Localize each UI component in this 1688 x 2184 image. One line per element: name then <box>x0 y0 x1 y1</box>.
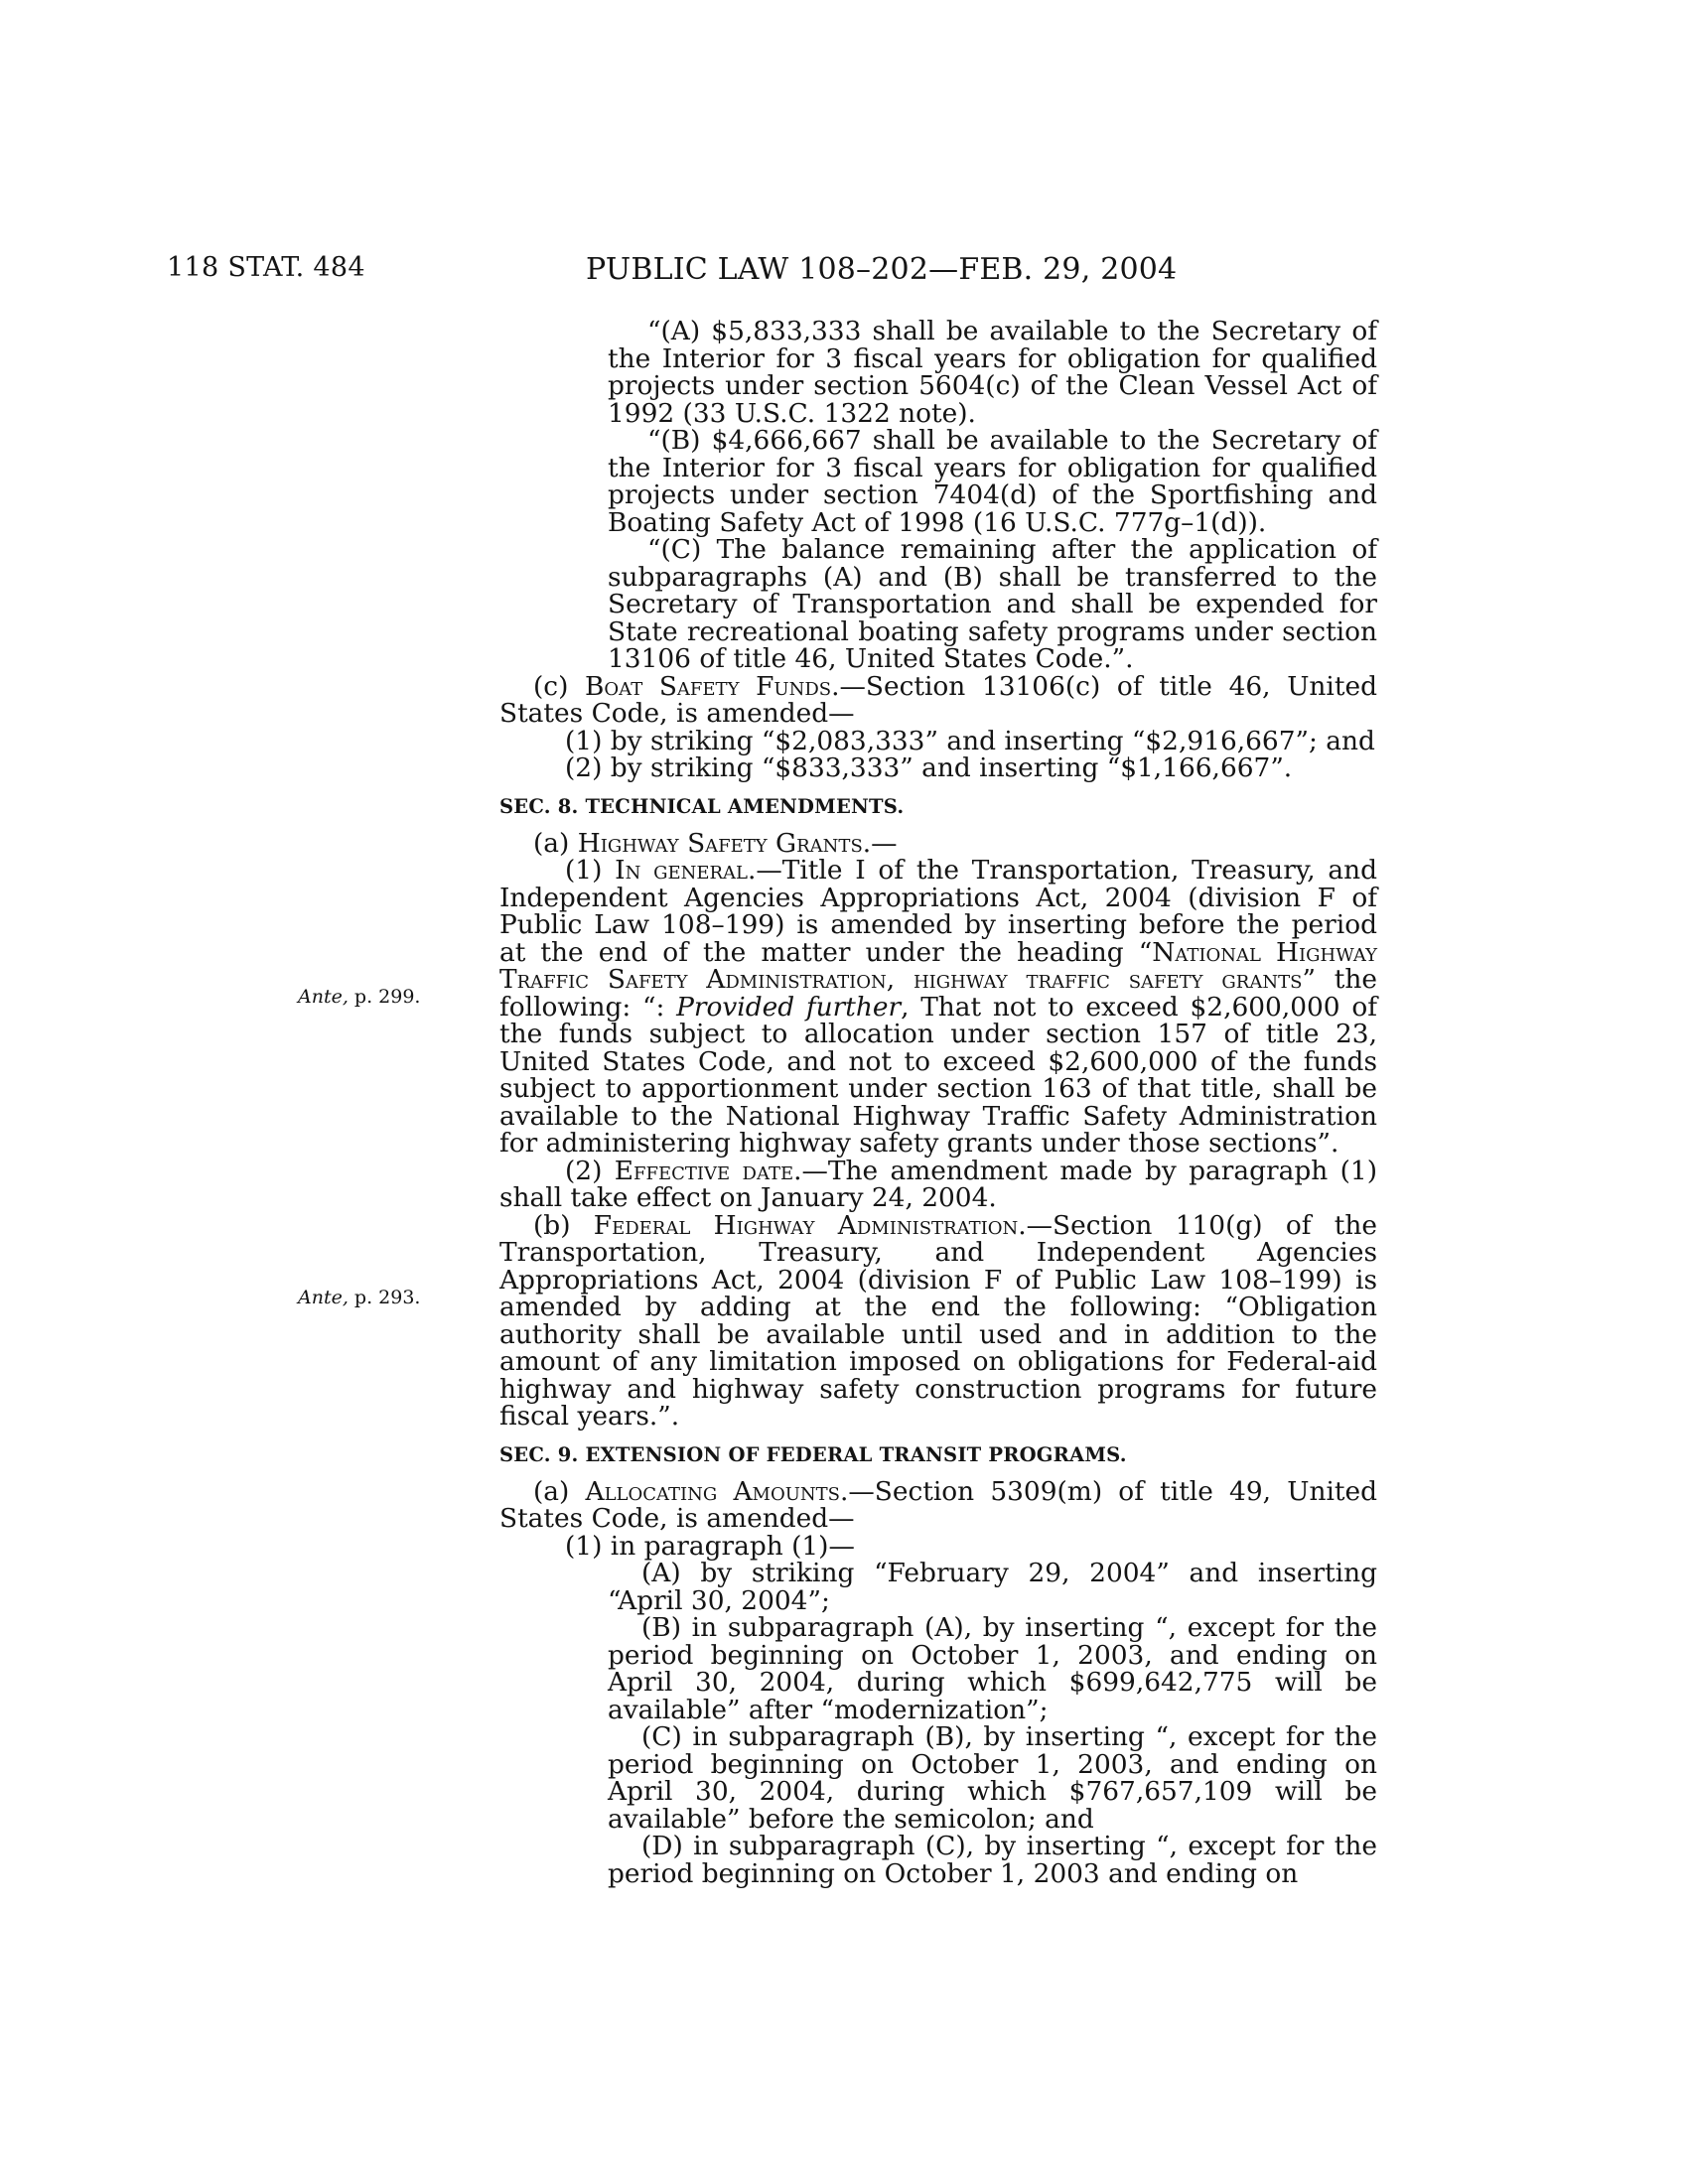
paragraph-heading: In general. <box>615 855 757 886</box>
margin-note-page: p. 299. <box>348 986 421 1008</box>
subparagraph-c: (C) in subparagraph (B), by inserting “, except for the period beginning on October 1, 2003, and ending on April 30, 2004, during which $767,657,109 will be available” before the semicolon; and <box>608 1721 1377 1835</box>
paragraph-a1-in-general <box>499 857 1377 1158</box>
margin-note-ante-299 <box>298 986 420 1008</box>
paragraph-c1: (1) by striking “$2,083,333” and inserting “$2,916,667”; and <box>565 725 1375 756</box>
subsection-heading: Allocating Amounts. <box>585 1475 849 1507</box>
quoted-subparagraph-b: “(B) $4,666,667 shall be available to the Secretary of the Interior for 3 fiscal years for obligation for qualified projects under section 7404(d) of the Sportfishing and Boating Safety Act of 1998 (16 U.S.C. 777g–1(d)). <box>608 425 1377 538</box>
paragraph-a2-effective-date <box>499 1155 1377 1213</box>
statute-page-reference: 118 STAT. 484 <box>167 252 365 283</box>
paragraph-prefix: (2) <box>565 1155 615 1186</box>
subsection-text: —Section 5309(m) of title 49, United States Code, is amended— <box>499 1475 1377 1534</box>
subsection-prefix: (a) <box>533 1475 586 1507</box>
subsection-prefix: (a) <box>533 827 578 859</box>
subparagraph-b: (B) in subparagraph (A), by inserting “, except for the period beginning on October 1, 2003, and ending on April 30, 2004, during which $699,642,775 will be available” after “modernization”; <box>608 1612 1377 1725</box>
paragraph-c2: (2) by striking “$833,333” and inserting “$1,166,667”. <box>565 752 1293 783</box>
quoted-heading-smallcaps: National Highway Traffic Safety Administration, highway traffic safety grants <box>499 936 1377 995</box>
subsection-b-federal-highway-administration <box>499 1209 1377 1432</box>
margin-note-ante-293 <box>298 1287 420 1308</box>
paragraph-text: —Title I of the Transportation, Treasury, and Independent Agencies Appropriations Act, 2004 (division F of Public Law 108–199) is amended by inserting before the period at the end of the matter under the heading “ <box>499 855 1377 968</box>
paragraph-text: —The amendment made by paragraph (1) shall take effect on January 24, 2004. <box>499 1155 1377 1213</box>
quoted-subparagraph-a: “(A) $5,833,333 shall be available to the Secretary of the Interior for 3 fiscal years for obligation for qualified projects under section 5604(c) of the Clean Vessel Act of 1992 (33 U.S.C. 1322 note). <box>608 316 1377 429</box>
margin-note-ante-label: Ante, <box>298 1287 349 1308</box>
section-9-heading: SEC. 9. EXTENSION OF FEDERAL TRANSIT PROGRAMS. <box>499 1442 1127 1466</box>
quoted-subparagraph-c: “(C) The balance remaining after the application of subparagraphs (A) and (B) shall be transferred to the Secretary of Transportation and shall be expended for State recreational boating safety programs under section 13106 of title 46, United States Code.”. <box>608 534 1377 674</box>
running-head-law-title: PUBLIC LAW 108–202—FEB. 29, 2004 <box>586 252 1178 287</box>
italic-proviso: Provided further <box>676 991 902 1023</box>
page-header <box>0 252 1688 292</box>
subsection-text: —Section 110(g) of the Transportation, Treasury, and Independent Agencies Appropriations Act, 2004 (division F of Public Law 108–199) is amended by adding at the end the following: “Obligation authority shall be available until used and in addition to the amount of any limitation imposed on obligations for Federal-aid highway and highway safety construction programs for future fiscal years.”. <box>499 1209 1377 1432</box>
paragraph-heading: Effective date. <box>614 1155 802 1186</box>
paragraph-prefix: (1) <box>565 855 616 886</box>
subsection-prefix: (b) <box>533 1209 594 1241</box>
margin-note-ante-label: Ante, <box>298 986 349 1008</box>
section-8-heading: SEC. 8. TECHNICAL AMENDMENTS. <box>499 794 905 818</box>
subsection-prefix: (c) <box>533 670 586 702</box>
statute-body-text <box>499 318 1377 1887</box>
paragraph-text: , That not to exceed $2,600,000 of the funds subject to allocation under section 157 of title 23, United States Code, and not to exceed $2,600,000 of the funds subject to apportionment under section 163 of that title, shall be available to the National Highway Traffic Safety Administration for administering highway safety grants under those sections”. <box>499 991 1377 1159</box>
subsection-dash: — <box>871 827 898 859</box>
margin-note-page: p. 293. <box>348 1287 421 1308</box>
subparagraph-a: (A) by striking “February 29, 2004” and inserting “April 30, 2004”; <box>608 1558 1377 1616</box>
subsection-c-boat-safety-funds <box>499 670 1377 729</box>
subsection-a-allocating-amounts <box>499 1475 1377 1534</box>
subsection-heading: Boat Safety Funds. <box>585 670 840 702</box>
subparagraph-d: (D) in subparagraph (C), by inserting “, except for the period beginning on October 1, 2003 and ending on <box>608 1831 1377 1889</box>
subsection-heading: Highway Safety Grants. <box>577 827 872 859</box>
subsection-text: —Section 13106(c) of title 46, United States Code, is amended— <box>499 670 1377 729</box>
subsection-a-highway-safety-grants <box>499 827 1377 859</box>
paragraph-1: (1) in paragraph (1)— <box>565 1530 855 1562</box>
subsection-heading: Federal Highway Administration. <box>593 1209 1027 1241</box>
paragraph-text: ” the following: “: <box>499 964 1377 1023</box>
